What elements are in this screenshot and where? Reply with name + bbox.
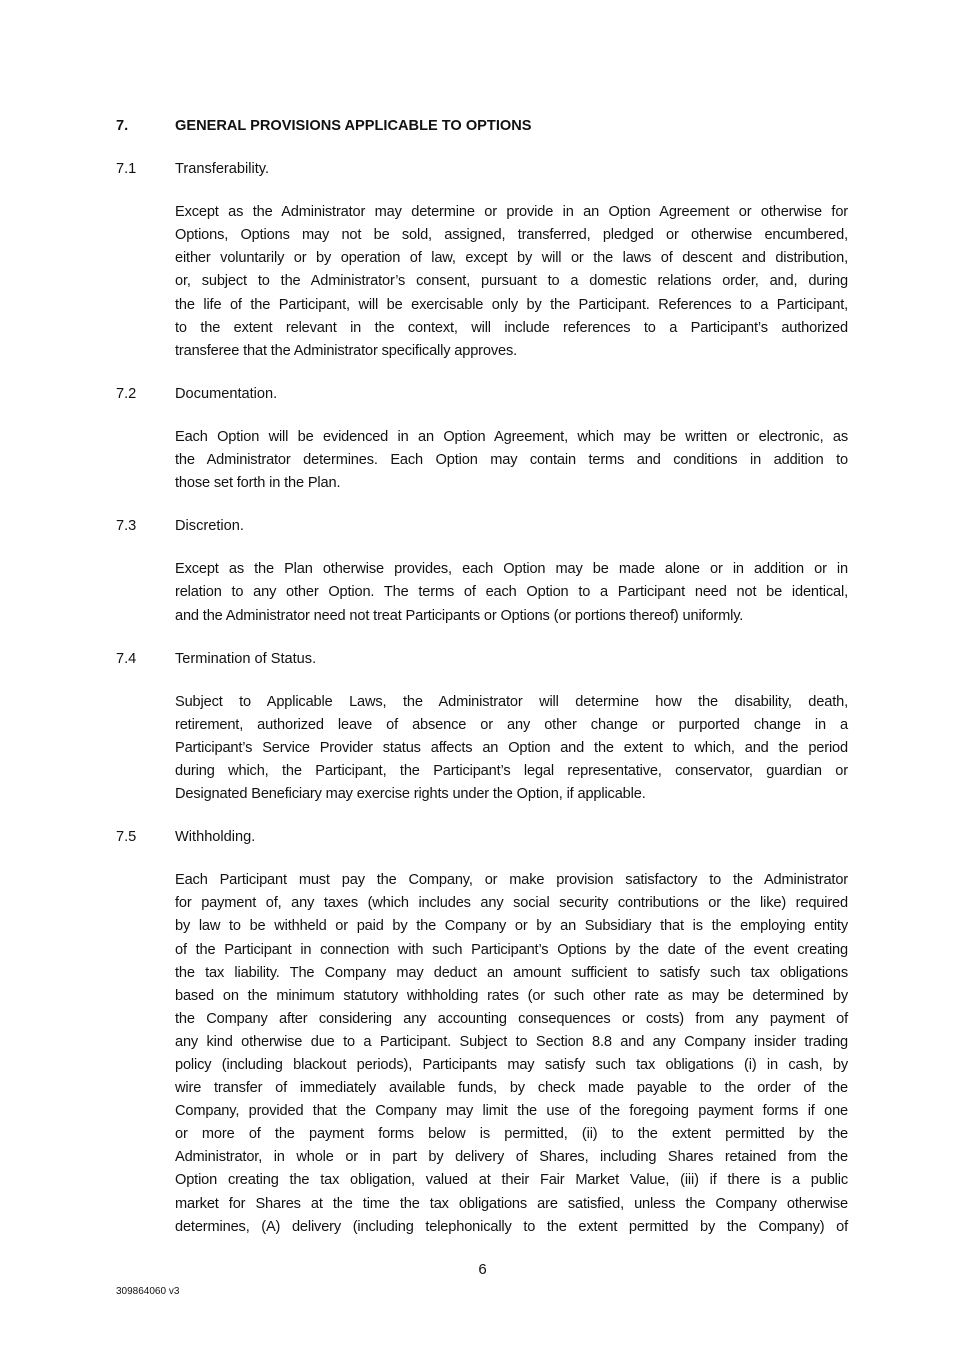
subsection-paragraph [175, 869, 848, 1239]
paragraph-line: or more of the payment forms below is permitted, (ii) to the extent permitted by the [175, 1126, 848, 1143]
paragraph-line: policy (including blackout periods), Participants may satisfy such tax obligations (i) in cash, by [175, 1057, 848, 1073]
document-body [116, 115, 848, 1259]
subsection-heading [116, 383, 848, 406]
paragraph-line: Subject to Applicable Laws, the Administrator will determine how the disability, death, [175, 693, 848, 710]
paragraph-line: Company, provided that the Company may limit the use of the foregoing payment forms if one [175, 1103, 848, 1120]
paragraph-line: those set forth in the Plan. [175, 475, 341, 492]
paragraph-line: Except as the Plan otherwise provides, each Option may be made alone or in addition or in [175, 561, 848, 578]
paragraph-line: determines, (A) delivery (including telephonically to the extent permitted by the Company) of [175, 1218, 848, 1235]
paragraph-line: the tax liability. The Company may deduct an amount sufficient to satisfy such tax obligations [175, 964, 848, 981]
subsection-title: Documentation. [175, 385, 278, 402]
paragraph-line: Except as the Administrator may determine or provide in an Option Agreement or otherwise for [175, 204, 848, 221]
paragraph-line: either voluntarily or by operation of law, except by will or the laws of descent and distribution, [175, 250, 848, 267]
subsection-heading [116, 648, 848, 671]
paragraph-line: transferee that the Administrator specifically approves. [175, 342, 518, 359]
paragraph-line: Participant’s Service Provider status affects an Option and the extent to which, and the period [175, 739, 848, 756]
paragraph-line: the Company after considering any accounting consequences or costs) from any payment of [175, 1010, 848, 1027]
subsection-number: 7.3 [116, 518, 137, 535]
subsection-title: Termination of Status. [175, 650, 317, 667]
subsection-paragraph [175, 558, 848, 627]
paragraph-line: Administrator, in whole or in part by delivery of Shares, including Shares retained from the [175, 1149, 848, 1166]
paragraph-line: by law to be withheld or paid by the Company or by an Subsidiary that is the employing entity [175, 918, 848, 935]
section-title: GENERAL PROVISIONS APPLICABLE TO OPTIONS [175, 118, 532, 134]
paragraph-line: Each Option will be evidenced in an Option Agreement, which may be written or electronic, as [175, 428, 848, 445]
paragraph-line: based on the minimum statutory withholding rates (or such other rate as may be determined by [175, 987, 848, 1004]
paragraph-line: the life of the Participant, will be exercisable only by the Participant. References to a Participant, [175, 296, 848, 313]
subsection-paragraph [175, 426, 848, 495]
paragraph-line: wire transfer of immediately available funds, by check made payable to the order of the [175, 1080, 848, 1097]
paragraph-line: or, subject to the Administrator’s consent, pursuant to a domestic relations order, and, during [175, 273, 848, 290]
paragraph-line: Option creating the tax obligation, valued at their Fair Market Value, (iii) if there is a public [175, 1172, 848, 1189]
subsection-title: Discretion. [175, 518, 244, 535]
subsection-heading [116, 158, 848, 181]
subsection-number: 7.4 [116, 650, 137, 667]
paragraph-line: and the Administrator need not treat Participants or Options (or portions thereof) uniformly. [175, 607, 744, 624]
subsection-number: 7.2 [116, 385, 137, 402]
paragraph-line: relation to any other Option. The terms of each Option to a Participant need not be identical, [175, 584, 848, 601]
subsection-heading [116, 826, 848, 849]
paragraph-line: any kind otherwise due to a Participant. Subject to Section 8.8 and any Company insider trading [175, 1033, 848, 1050]
section-number: 7. [116, 118, 129, 134]
section-heading [116, 115, 848, 138]
document-id: 309864060 v3 [116, 1286, 180, 1297]
paragraph-line: market for Shares at the time the tax obligations are satisfied, unless the Company otherwise [175, 1195, 848, 1212]
subsection-title: Transferability. [175, 161, 270, 178]
page-number: 6 [478, 1261, 487, 1278]
paragraph-line: for payment of, any taxes (which includes any social security contributions or the like) required [175, 895, 848, 912]
paragraph-line: retirement, authorized leave of absence or any other change or purported change in a [175, 716, 848, 733]
subsection-paragraph [175, 691, 848, 806]
paragraph-line: of the Participant in connection with such Participant’s Options by the date of the event creating [175, 941, 848, 958]
paragraph-line: Each Participant must pay the Company, or make provision satisfactory to the Administrator [175, 872, 848, 889]
subsections [116, 158, 848, 1239]
paragraph-line: to the extent relevant in the context, will include references to a Participant’s authorized [175, 319, 848, 336]
paragraph-line: Designated Beneficiary may exercise rights under the Option, if applicable. [175, 786, 646, 803]
paragraph-line: during which, the Participant, the Participant’s legal representative, conservator, guardian or [175, 762, 848, 779]
subsection-number: 7.1 [116, 161, 137, 178]
subsection-number: 7.5 [116, 829, 137, 846]
paragraph-line: the Administrator determines. Each Option may contain terms and conditions in addition to [175, 452, 848, 469]
subsection-heading [116, 515, 848, 538]
subsection-title: Withholding. [175, 829, 256, 846]
paragraph-line: Options, Options may not be sold, assigned, transferred, pledged or otherwise encumbered, [175, 227, 848, 244]
subsection-paragraph [175, 201, 848, 363]
